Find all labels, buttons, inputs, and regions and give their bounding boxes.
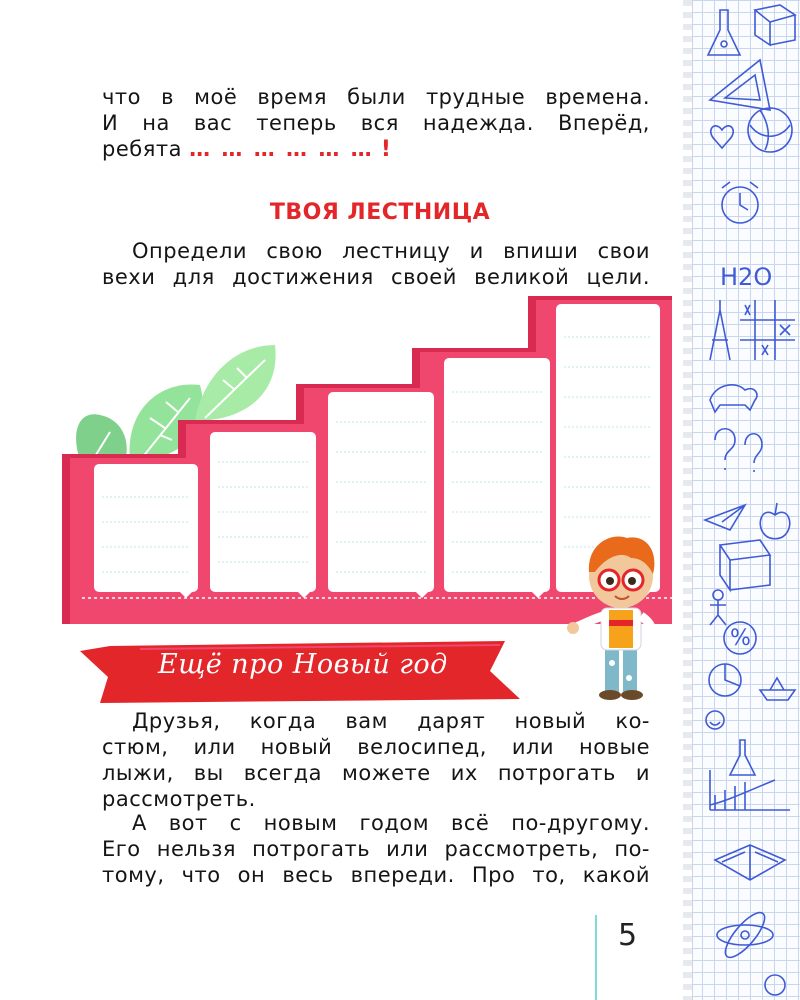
flask-icon	[708, 10, 740, 55]
pie-chart-icon	[709, 664, 741, 696]
step-card-2[interactable]	[210, 432, 316, 598]
boy-character-illustration	[565, 528, 680, 703]
text-line: А вот с новым годом всё по-другому.	[132, 811, 650, 835]
stick-figure-icon	[710, 590, 726, 625]
doodles-column	[700, 0, 800, 1000]
text-line	[102, 136, 650, 162]
body-paragraph-2	[102, 810, 650, 888]
fill-in-dots: … … … … … …	[189, 137, 374, 161]
intro-paragraph	[102, 238, 650, 290]
paper-plane-icon	[705, 505, 745, 530]
question-marks-icon	[715, 429, 762, 472]
top-paragraph	[102, 84, 650, 162]
text-fragment: ребята	[102, 137, 182, 161]
apple-icon	[760, 503, 789, 539]
page-number: 5	[618, 918, 638, 953]
pony-icon	[710, 385, 757, 412]
text-line: И на вас теперь вся надежда. Вперёд,	[102, 111, 650, 135]
step-card-3[interactable]	[328, 392, 434, 598]
text-line: Определи свою лестницу и впиши свои	[132, 239, 650, 263]
text-line: рассмотреть.	[102, 787, 256, 811]
text-line: стюм, или новый велосипед, или новые	[102, 735, 650, 759]
triangle-ruler-icon	[710, 60, 770, 110]
exclamation-mark: !	[380, 137, 392, 162]
graph-icon	[710, 770, 790, 810]
atom-icon	[717, 907, 773, 963]
text-line: лыжи, вы всегда можете их потрогать и	[102, 761, 650, 785]
cube-icon	[755, 5, 795, 45]
heart-icon	[711, 126, 733, 148]
smile-icon	[706, 711, 724, 729]
h2o-icon	[720, 263, 772, 291]
paper-boat-icon	[760, 678, 795, 700]
step-card-1[interactable]	[94, 464, 198, 598]
lightbulb-icon	[765, 975, 785, 995]
doodle-percent-text: %	[730, 626, 751, 651]
banner-title: Ещё про Новый год	[158, 649, 448, 680]
step-card-4[interactable]	[444, 358, 550, 598]
text-line: Друзья, когда вам дарят новый ко-	[132, 709, 650, 733]
section-title: ТВОЯ ЛЕСТНИЦА	[269, 200, 491, 225]
spiral-binding	[683, 0, 693, 1000]
body-paragraph-1	[102, 708, 650, 812]
box-icon	[720, 540, 770, 590]
doodle-formula-text: H2O	[720, 263, 773, 291]
decorative-line	[595, 915, 597, 1000]
percent-icon	[724, 622, 756, 654]
tic-tac-toe-icon	[740, 300, 795, 360]
ball-icon	[748, 108, 792, 152]
alarm-clock-icon	[722, 182, 758, 223]
text-line: тому, что он весь впереди. Про то, какой	[102, 863, 650, 887]
compass-icon	[710, 300, 730, 360]
beaker-icon	[730, 740, 755, 775]
text-line: что в моё время были трудные времена.	[102, 85, 650, 109]
open-book-icon	[715, 845, 785, 880]
text-line: Его нельзя потрогать или рассмотреть, по-	[102, 837, 650, 861]
text-line: вехи для достижения своей великой цели.	[102, 265, 650, 289]
